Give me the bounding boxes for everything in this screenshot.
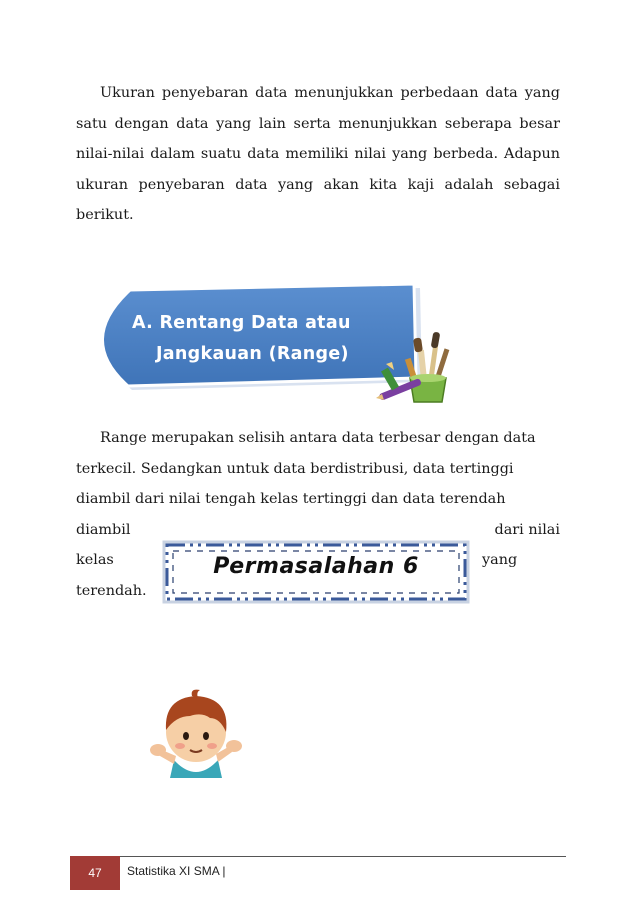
problem-box-title: Permasalahan 6 xyxy=(213,554,419,579)
footer-title: Statistika XI SMA | xyxy=(127,864,226,878)
intro-paragraph-text: Ukuran penyebaran data menunjukkan perbedaan data yang satu dengan data yang lain serta menunjukkan seberapa besar nilai-nilai dalam suatu data memiliki nilai yang berbeda. Adapun ukuran penyebaran data yang akan kita kaji adalah sebagai berikut. xyxy=(76,85,560,223)
range-line4-left: diambil xyxy=(76,521,131,538)
range-line5-left: kelas xyxy=(76,552,114,568)
range-line2: terkecil. Sedangkan untuk data berdistribusi, data tertinggi xyxy=(76,460,514,477)
child-character-icon xyxy=(150,688,242,784)
section-heading-line2: Jangkauan (Range) xyxy=(156,344,349,364)
range-line4-right: dari nilai xyxy=(494,521,560,538)
footer-divider xyxy=(120,856,566,857)
section-heading-line1: A. Rentang Data atau xyxy=(132,313,351,333)
page-number: 47 xyxy=(70,856,120,890)
pencil-cup-icon xyxy=(372,328,464,408)
intro-paragraph xyxy=(76,78,560,231)
range-line3: diambil dari nilai tengah kelas tertinggi dan data terendah xyxy=(76,491,506,507)
range-line6: terendah. xyxy=(76,582,147,599)
range-line1: Range merupakan selisih antara data terbesar dengan data xyxy=(100,430,536,446)
section-heading xyxy=(132,308,392,370)
problem-box xyxy=(162,540,470,604)
range-line5-right: yang xyxy=(482,552,518,568)
